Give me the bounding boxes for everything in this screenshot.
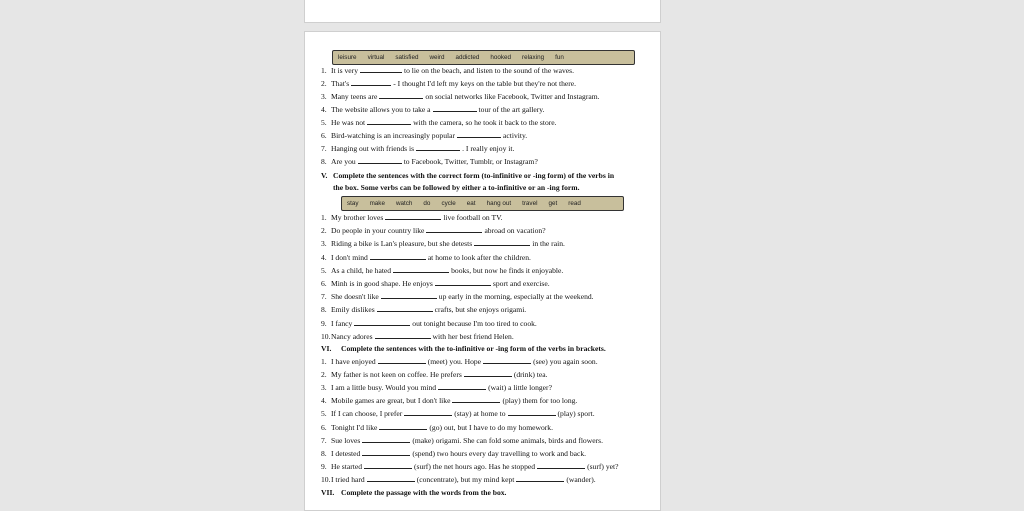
word-box-word: make — [369, 200, 385, 207]
item-number: 6. — [321, 422, 327, 432]
answer-blank[interactable] — [375, 332, 431, 339]
answer-blank[interactable] — [537, 462, 585, 469]
prompt-text: sport and exercise. — [492, 279, 550, 288]
item-number: 4. — [321, 252, 327, 262]
prompt-text: abroad on vacation? — [484, 226, 546, 236]
prompt-text: If I can choose, I prefer — [331, 409, 403, 419]
exercise-line — [321, 370, 654, 379]
section-v-heading: V. Complete the sentences with the correct form (to-infinitive or -ing form) of the verbs in — [321, 171, 615, 180]
item-number: 7. — [321, 144, 327, 153]
section-v-line2: the box. Some verbs can be followed by either a to-infinitive or an -ing form. — [333, 183, 580, 192]
exercise-line — [321, 157, 654, 166]
exercise-line — [321, 462, 654, 471]
answer-blank[interactable] — [508, 409, 556, 416]
prompt-text: Minh is in good shape. He enjoys — [331, 279, 433, 288]
prompt-text: My father is not keen on coffee. He prefers — [331, 370, 462, 380]
word-box-word: hooked — [490, 54, 512, 61]
exercise-line — [321, 383, 654, 392]
item-number: 5. — [321, 265, 327, 275]
word-box-word: watch — [395, 200, 413, 207]
worksheet-page — [304, 31, 661, 511]
item-number: 4. — [321, 105, 327, 114]
item-number: 10. — [321, 474, 331, 484]
prompt-text: Bird-watching is an increasingly popular — [331, 131, 455, 140]
word-box-word: stay — [347, 200, 359, 207]
previous-page — [304, 0, 661, 23]
exercise-line — [321, 213, 654, 222]
prompt-text: (concentrate), but my mind kept — [416, 474, 515, 484]
prompt-text: He was not — [331, 118, 366, 127]
answer-blank[interactable] — [379, 92, 423, 99]
item-number: 1. — [321, 66, 327, 75]
answer-blank[interactable] — [452, 396, 500, 403]
item-number: 1. — [321, 213, 327, 222]
item-number: 3. — [321, 383, 327, 393]
prompt-text: My brother loves — [331, 213, 384, 222]
word-box-word: satisfied — [395, 54, 419, 61]
answer-blank[interactable] — [358, 157, 402, 164]
prompt-text: Hanging out with friends is — [331, 144, 415, 153]
exercise-line — [321, 226, 654, 235]
exercise-line — [321, 239, 654, 248]
answer-blank[interactable] — [404, 409, 452, 416]
prompt-text: I am a little busy. Would you mind — [331, 383, 437, 393]
prompt-text: - I thought I'd left my keys on the table but they're not there. — [393, 79, 577, 88]
section-v-line1: Complete the sentences with the correct form (to-infinitive or -ing form) of the verbs in — [333, 171, 615, 180]
answer-blank[interactable] — [362, 449, 410, 456]
word-box-word: addicted — [455, 54, 480, 61]
prompt-text: I detested — [331, 448, 361, 458]
prompt-text: (wander). — [566, 474, 596, 484]
word-box-word: leisure — [338, 54, 357, 61]
exercise-line — [321, 436, 654, 445]
prompt-text: It is very — [331, 66, 358, 75]
word-box-word: do — [423, 200, 431, 207]
prompt-text: Sue loves — [331, 435, 361, 445]
prompt-text: (stay) at home to — [454, 409, 506, 419]
prompt-text: (wait) a little longer? — [488, 383, 552, 393]
exercise-line — [321, 118, 654, 127]
prompt-text: to Facebook, Twitter, Tumblr, or Instagram? — [403, 157, 538, 166]
prompt-text: (drink) tea. — [513, 370, 548, 380]
item-number: 1. — [321, 357, 327, 366]
exercise-line — [321, 332, 654, 341]
word-box-2 — [341, 196, 624, 211]
item-number: 7. — [321, 292, 327, 302]
exercise-line — [321, 292, 654, 301]
section-vii-heading: VII. Complete the passage with the words from the box. — [321, 488, 507, 497]
prompt-text: at home to look after the children. — [427, 252, 531, 262]
prompt-text: Do people in your country like — [331, 226, 425, 236]
exercise-line — [321, 319, 654, 328]
answer-blank[interactable] — [483, 357, 531, 364]
item-number: 6. — [321, 131, 327, 140]
prompt-text: live football on TV. — [443, 213, 503, 222]
prompt-text: Are you — [331, 157, 356, 166]
prompt-text: crafts, but she enjoys origami. — [434, 305, 527, 315]
answer-blank[interactable] — [351, 79, 391, 86]
item-number: 2. — [321, 79, 327, 88]
prompt-text: The website allows you to take a — [331, 105, 431, 114]
answer-blank[interactable] — [370, 253, 426, 260]
answer-blank[interactable] — [367, 118, 411, 125]
prompt-text: Mobile games are great, but I don't like — [331, 396, 451, 406]
word-box-word: travel — [522, 200, 538, 207]
exercise-line — [321, 396, 654, 405]
word-box-word: relaxing — [522, 54, 545, 61]
prompt-text: books, but now he finds it enjoyable. — [451, 265, 564, 275]
item-number: 2. — [321, 226, 327, 236]
answer-blank[interactable] — [464, 370, 512, 377]
prompt-text: with her best friend Helen. — [432, 331, 514, 341]
answer-blank[interactable] — [377, 305, 433, 312]
word-box-word: hang out — [486, 200, 512, 207]
answer-blank[interactable] — [416, 144, 460, 151]
prompt-text: I don't mind — [331, 252, 368, 262]
prompt-text: up early in the morning, especially at the weekend. — [438, 292, 594, 302]
prompt-text: (meet) you. Hope — [427, 357, 482, 366]
prompt-text: I fancy — [331, 318, 353, 328]
word-box-word: get — [548, 200, 558, 207]
prompt-text: activity. — [503, 131, 528, 140]
item-number: 4. — [321, 396, 327, 406]
item-number: 9. — [321, 461, 327, 471]
prompt-text: That's — [331, 79, 350, 88]
answer-blank[interactable] — [364, 462, 412, 469]
exercise-line — [321, 79, 654, 88]
item-number: 8. — [321, 448, 327, 458]
word-box-word: eat — [466, 200, 476, 207]
prompt-text: She doesn't like — [331, 292, 379, 302]
exercise-line — [321, 279, 654, 288]
item-number: 8. — [321, 157, 327, 166]
exercise-line — [321, 409, 654, 418]
prompt-text: I tried hard — [331, 474, 365, 484]
word-box-word: virtual — [367, 54, 385, 61]
prompt-text: with the camera, so he took it back to the store. — [413, 118, 557, 127]
item-number: 7. — [321, 435, 327, 445]
word-box-1 — [332, 50, 635, 65]
item-number: 6. — [321, 279, 327, 288]
answer-blank[interactable] — [360, 66, 402, 73]
answer-blank[interactable] — [457, 131, 501, 138]
prompt-text: tour of the art gallery. — [478, 105, 545, 114]
item-number: 10. — [321, 331, 331, 341]
prompt-text: out tonight because I'm too tired to cook. — [412, 318, 537, 328]
answer-blank[interactable] — [393, 266, 449, 273]
prompt-text: (go) out, but I have to do my homework. — [429, 422, 553, 432]
answer-blank[interactable] — [438, 383, 486, 390]
item-number: 8. — [321, 305, 327, 315]
exercise-line — [321, 449, 654, 458]
item-number: 9. — [321, 318, 327, 328]
word-box-word: fun — [555, 54, 564, 61]
word-box-word: cycle — [441, 200, 456, 207]
exercise-line — [321, 305, 654, 314]
prompt-text: Nancy adores — [331, 331, 373, 341]
prompt-text: I have enjoyed — [331, 357, 376, 366]
prompt-text: on social networks like Facebook, Twitter and Instagram. — [425, 92, 600, 101]
prompt-text: . I really enjoy it. — [462, 144, 515, 153]
prompt-text: (spend) two hours every day travelling to work and back. — [412, 448, 587, 458]
prompt-text: (surf) yet? — [587, 461, 619, 471]
item-number: 5. — [321, 409, 327, 419]
item-number: 3. — [321, 92, 327, 101]
answer-blank[interactable] — [362, 436, 410, 443]
section-vi-heading: VI. Complete the sentences with the to-infinitive or -ing form of the verbs in brackets. — [321, 344, 606, 353]
prompt-text: Tonight I'd like — [331, 422, 378, 432]
prompt-text: in the rain. — [532, 239, 565, 249]
word-box-word: weird — [429, 54, 445, 61]
exercise-line — [321, 475, 654, 484]
exercise-line — [321, 357, 654, 366]
prompt-text: Riding a bike is Lan's pleasure, but she detests — [331, 239, 473, 249]
word-box-word: read — [568, 200, 581, 207]
prompt-text: (see) you again soon. — [533, 357, 598, 366]
answer-blank[interactable] — [378, 357, 426, 364]
prompt-text: Emily dislikes — [331, 305, 375, 315]
exercise-line — [321, 131, 654, 140]
exercise-line — [321, 423, 654, 432]
prompt-text: to lie on the beach, and listen to the sound of the waves. — [404, 66, 574, 75]
answer-blank[interactable] — [379, 423, 427, 430]
answer-blank[interactable] — [435, 279, 491, 286]
exercise-line — [321, 66, 654, 75]
exercise-line — [321, 144, 654, 153]
answer-blank[interactable] — [433, 105, 477, 112]
answer-blank[interactable] — [367, 475, 415, 482]
prompt-text: (play) sport. — [557, 409, 595, 419]
prompt-text: He started — [331, 461, 362, 471]
exercise-line — [321, 253, 654, 262]
answer-blank[interactable] — [516, 475, 564, 482]
prompt-text: (surf) the net hours ago. Has he stopped — [414, 461, 536, 471]
prompt-text: As a child, he hated — [331, 265, 392, 275]
item-number: 2. — [321, 370, 327, 380]
section-vi-line1: Complete the sentences with the to-infinitive or -ing form of the verbs in brackets. — [341, 344, 606, 353]
exercise-line — [321, 266, 654, 275]
prompt-text: Many teens are — [331, 92, 378, 101]
answer-blank[interactable] — [474, 239, 530, 246]
answer-blank[interactable] — [354, 319, 410, 326]
item-number: 5. — [321, 118, 327, 127]
section-vii-line1: Complete the passage with the words from the box. — [341, 488, 507, 497]
prompt-text: (make) origami. She can fold some animals, birds and flowers. — [412, 435, 603, 445]
prompt-text: (play) them for too long. — [502, 396, 578, 406]
exercise-line — [321, 105, 654, 114]
exercise-line — [321, 92, 654, 101]
answer-blank[interactable] — [385, 213, 441, 220]
answer-blank[interactable] — [426, 226, 482, 233]
item-number: 3. — [321, 239, 327, 249]
answer-blank[interactable] — [381, 292, 437, 299]
